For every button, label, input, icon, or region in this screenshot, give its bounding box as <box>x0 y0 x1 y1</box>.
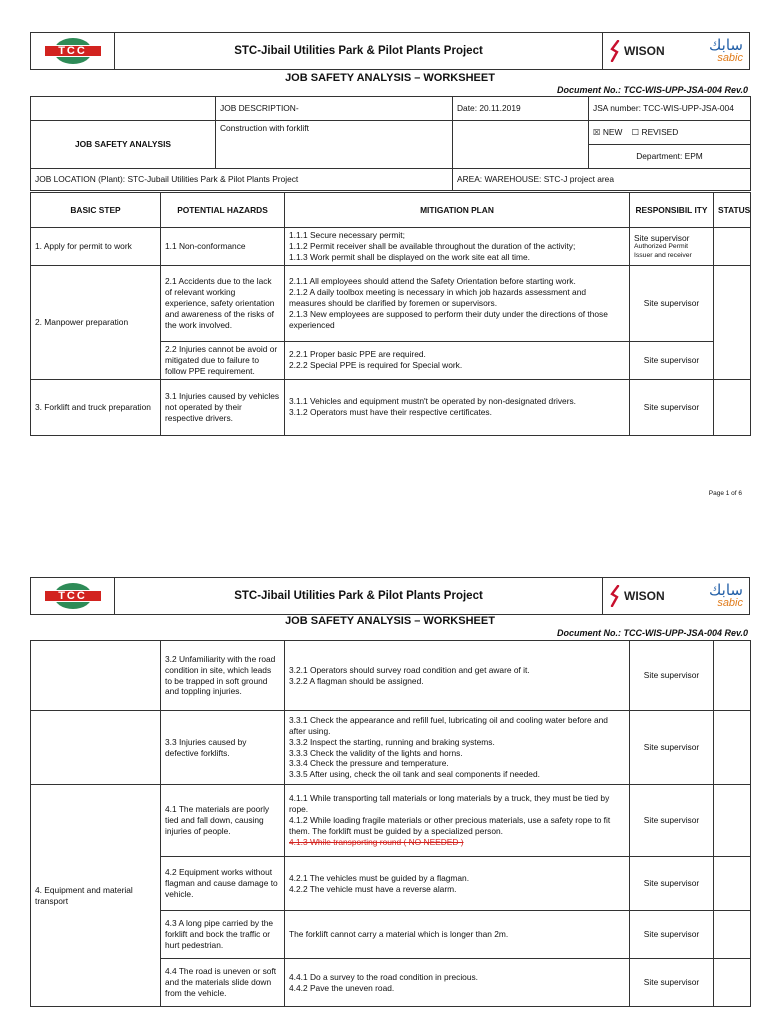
basic-step: 2. Manpower preparation <box>31 266 161 380</box>
area-field: AREA: WAREHOUSE: STC-J project area <box>453 169 751 191</box>
responsibility: Site supervisor <box>630 911 714 959</box>
department-field: Department: EPM <box>589 145 751 169</box>
hazard: 3.3 Injuries caused by defective forklifts. <box>161 711 285 785</box>
jsa-label: JOB SAFETY ANALYSIS <box>31 121 216 169</box>
basic-step: 4. Equipment and material transport <box>31 785 161 1007</box>
jsa-table-page-1 <box>30 192 751 436</box>
worksheet-title: JOB SAFETY ANALYSIS – WORKSHEET <box>285 72 495 84</box>
table-row <box>31 641 751 711</box>
sabic-logo <box>709 583 743 609</box>
col-mitigation-plan: MITIGATION PLAN <box>285 193 630 228</box>
mitigation: 4.2.1 The vehicles must be guided by a flagman. 4.2.2 The vehicle must have a reverse alarm. <box>285 857 630 911</box>
tcc-logo <box>44 38 102 64</box>
hazard: 4.2 Equipment works without flagman and cause damage to vehicle. <box>161 857 285 911</box>
info-table <box>30 96 751 191</box>
tcc-logo-text: TCC <box>44 590 102 602</box>
col-responsibility: RESPONSIBIL ITY <box>630 193 714 228</box>
page-number: Page 1 of 6 <box>708 490 742 497</box>
sabic-logo <box>709 38 743 64</box>
responsibility: Site supervisor Authorized Permit Issuer and receiver <box>630 228 714 266</box>
table-row <box>31 785 751 857</box>
wison-mark-icon <box>609 585 623 607</box>
status <box>714 959 751 1007</box>
responsibility: Site supervisor <box>630 641 714 711</box>
mitigation: 2.1.1 All employees should attend the Safety Orientation before starting work. 2.1.2 A daily toolbox meeting is necessary in which job hazards assessment and measures should be clarified by foremen or supervisors. 2.1.3 New employees are supposed to perform their duty under the directions of those experienced <box>285 266 630 342</box>
mitigation: The forklift cannot carry a material which is longer than 2m. <box>285 911 630 959</box>
mitigation: 4.1.1 While transporting tall materials or long materials by a truck, they must be tied by rope. 4.1.2 While loading fragile materials or other precious materials, use a safety rope to fit them. The forklift must be guided by a specialized person. 4.1.3 While transporting round ( NO NEEDED ) <box>285 785 630 857</box>
sabic-logo-text: sabic <box>717 597 743 609</box>
wison-mark-icon <box>609 40 623 62</box>
jsa-number: JSA number: TCC-WIS-UPP-JSA-004 <box>589 97 751 121</box>
mitigation: 2.2.1 Proper basic PPE are required. 2.2.2 Special PPE is required for Special work. <box>285 342 630 380</box>
tcc-logo-text: TCC <box>44 45 102 57</box>
responsibility: Site supervisor <box>630 785 714 857</box>
mitigation: 4.4.1 Do a survey to the road condition in precious. 4.4.2 Pave the uneven road. <box>285 959 630 1007</box>
tcc-logo <box>44 583 102 609</box>
job-description: Construction with forklift <box>216 121 453 169</box>
new-revised-options <box>589 121 751 145</box>
project-title: STC-Jibail Utilities Park & Pilot Plants Project <box>115 33 603 69</box>
sabic-logo-arabic: سابك <box>709 36 743 54</box>
basic-step: 3. Forklift and truck preparation <box>31 379 161 435</box>
status <box>714 911 751 959</box>
hazard: 3.1 Injuries caused by vehicles not operated by their respective drivers. <box>161 379 285 435</box>
mitigation: 3.1.1 Vehicles and equipment mustn't be operated by non-designated drivers. 3.1.2 Operators must have their respective certificates. <box>285 379 630 435</box>
status <box>714 711 751 785</box>
col-basic-step: BASIC STEP <box>31 193 161 228</box>
mitigation: 1.1.1 Secure necessary permit; 1.1.2 Permit receiver shall be available throughout the duration of the activity; 1.1.3 Work permit shall be displayed on the work site eat all time. <box>285 228 630 266</box>
new-option: ☒ NEW <box>593 127 623 138</box>
hazard: 4.1 The materials are poorly tied and fall down, causing injuries of people. <box>161 785 285 857</box>
hazard: 2.1 Accidents due to the lack of relevant working experience, safety orientation and awareness of the risks of the work involved. <box>161 266 285 342</box>
responsibility: Site supervisor <box>630 266 714 342</box>
revised-option: ☐ REVISED <box>631 127 679 138</box>
job-location: JOB LOCATION (Plant): STC-Jubail Utilities Park & Pilot Plants Project <box>31 169 453 191</box>
document-number: Document No.: TCC-WIS-UPP-JSA-004 Rev.0 <box>556 628 748 638</box>
hazard: 3.2 Unfamiliarity with the road condition in site, which leads to be trapped in soft ground and toppling injuries. <box>161 641 285 711</box>
date-field: Date: 20.11.2019 <box>453 97 589 121</box>
brand-logos <box>603 33 749 69</box>
mitigation: 3.2.1 Operators should survey road condition and get aware of it. 3.2.2 A flagman should be assigned. <box>285 641 630 711</box>
wison-logo <box>609 40 665 62</box>
project-title: STC-Jibail Utilities Park & Pilot Plants Project <box>115 578 603 614</box>
wison-logo <box>609 585 665 607</box>
worksheet-title: JOB SAFETY ANALYSIS – WORKSHEET <box>285 615 495 627</box>
responsibility: Site supervisor <box>630 857 714 911</box>
tcc-logo-cell <box>31 578 115 614</box>
status <box>714 785 751 857</box>
tcc-logo-cell <box>31 33 115 69</box>
hazard: 2.2 Injuries cannot be avoid or mitigated due to failure to follow PPE requirement. <box>161 342 285 380</box>
wison-logo-text: WISON <box>624 44 665 58</box>
status <box>714 379 751 435</box>
page-header <box>30 577 750 615</box>
brand-logos <box>603 578 749 614</box>
status <box>714 266 751 380</box>
mitigation: 3.3.1 Check the appearance and refill fuel, lubricating oil and cooling water before and after using. 3.3.2 Inspect the starting, running and braking systems. 3.3.3 Check the validity of the lights and horns. 3.3.4 Check the pressure and temperature. 3.3.5 After using, check the oil tank and seal components if needed. <box>285 711 630 785</box>
struck-out-text: 4.1.3 While transporting round ( NO NEEDED ) <box>289 836 464 847</box>
table-row <box>31 228 751 266</box>
sabic-logo-arabic: سابك <box>709 581 743 599</box>
wison-logo-text: WISON <box>624 589 665 603</box>
page-2 <box>0 545 768 1024</box>
status <box>714 857 751 911</box>
page-header <box>30 32 750 70</box>
status <box>714 641 751 711</box>
hazard: 1.1 Non-conformance <box>161 228 285 266</box>
table-row <box>31 711 751 785</box>
responsibility: Site supervisor <box>630 711 714 785</box>
status <box>714 228 751 266</box>
hazard: 4.4 The road is uneven or soft and the materials slide down from the vehicle. <box>161 959 285 1007</box>
sabic-logo-text: sabic <box>717 52 743 64</box>
responsibility: Site supervisor <box>630 379 714 435</box>
responsibility: Site supervisor <box>630 342 714 380</box>
responsibility: Site supervisor <box>630 959 714 1007</box>
job-description-label: JOB DESCRIPTION- <box>216 97 453 121</box>
jsa-table-page-2 <box>30 640 751 1007</box>
col-potential-hazards: POTENTIAL HAZARDS <box>161 193 285 228</box>
table-row <box>31 379 751 435</box>
col-status: STATUS <box>714 193 751 228</box>
basic-step: 1. Apply for permit to work <box>31 228 161 266</box>
hazard: 4.3 A long pipe carried by the forklift and bock the traffic or hurt pedestrian. <box>161 911 285 959</box>
table-row <box>31 266 751 342</box>
document-number: Document No.: TCC-WIS-UPP-JSA-004 Rev.0 <box>556 85 748 95</box>
